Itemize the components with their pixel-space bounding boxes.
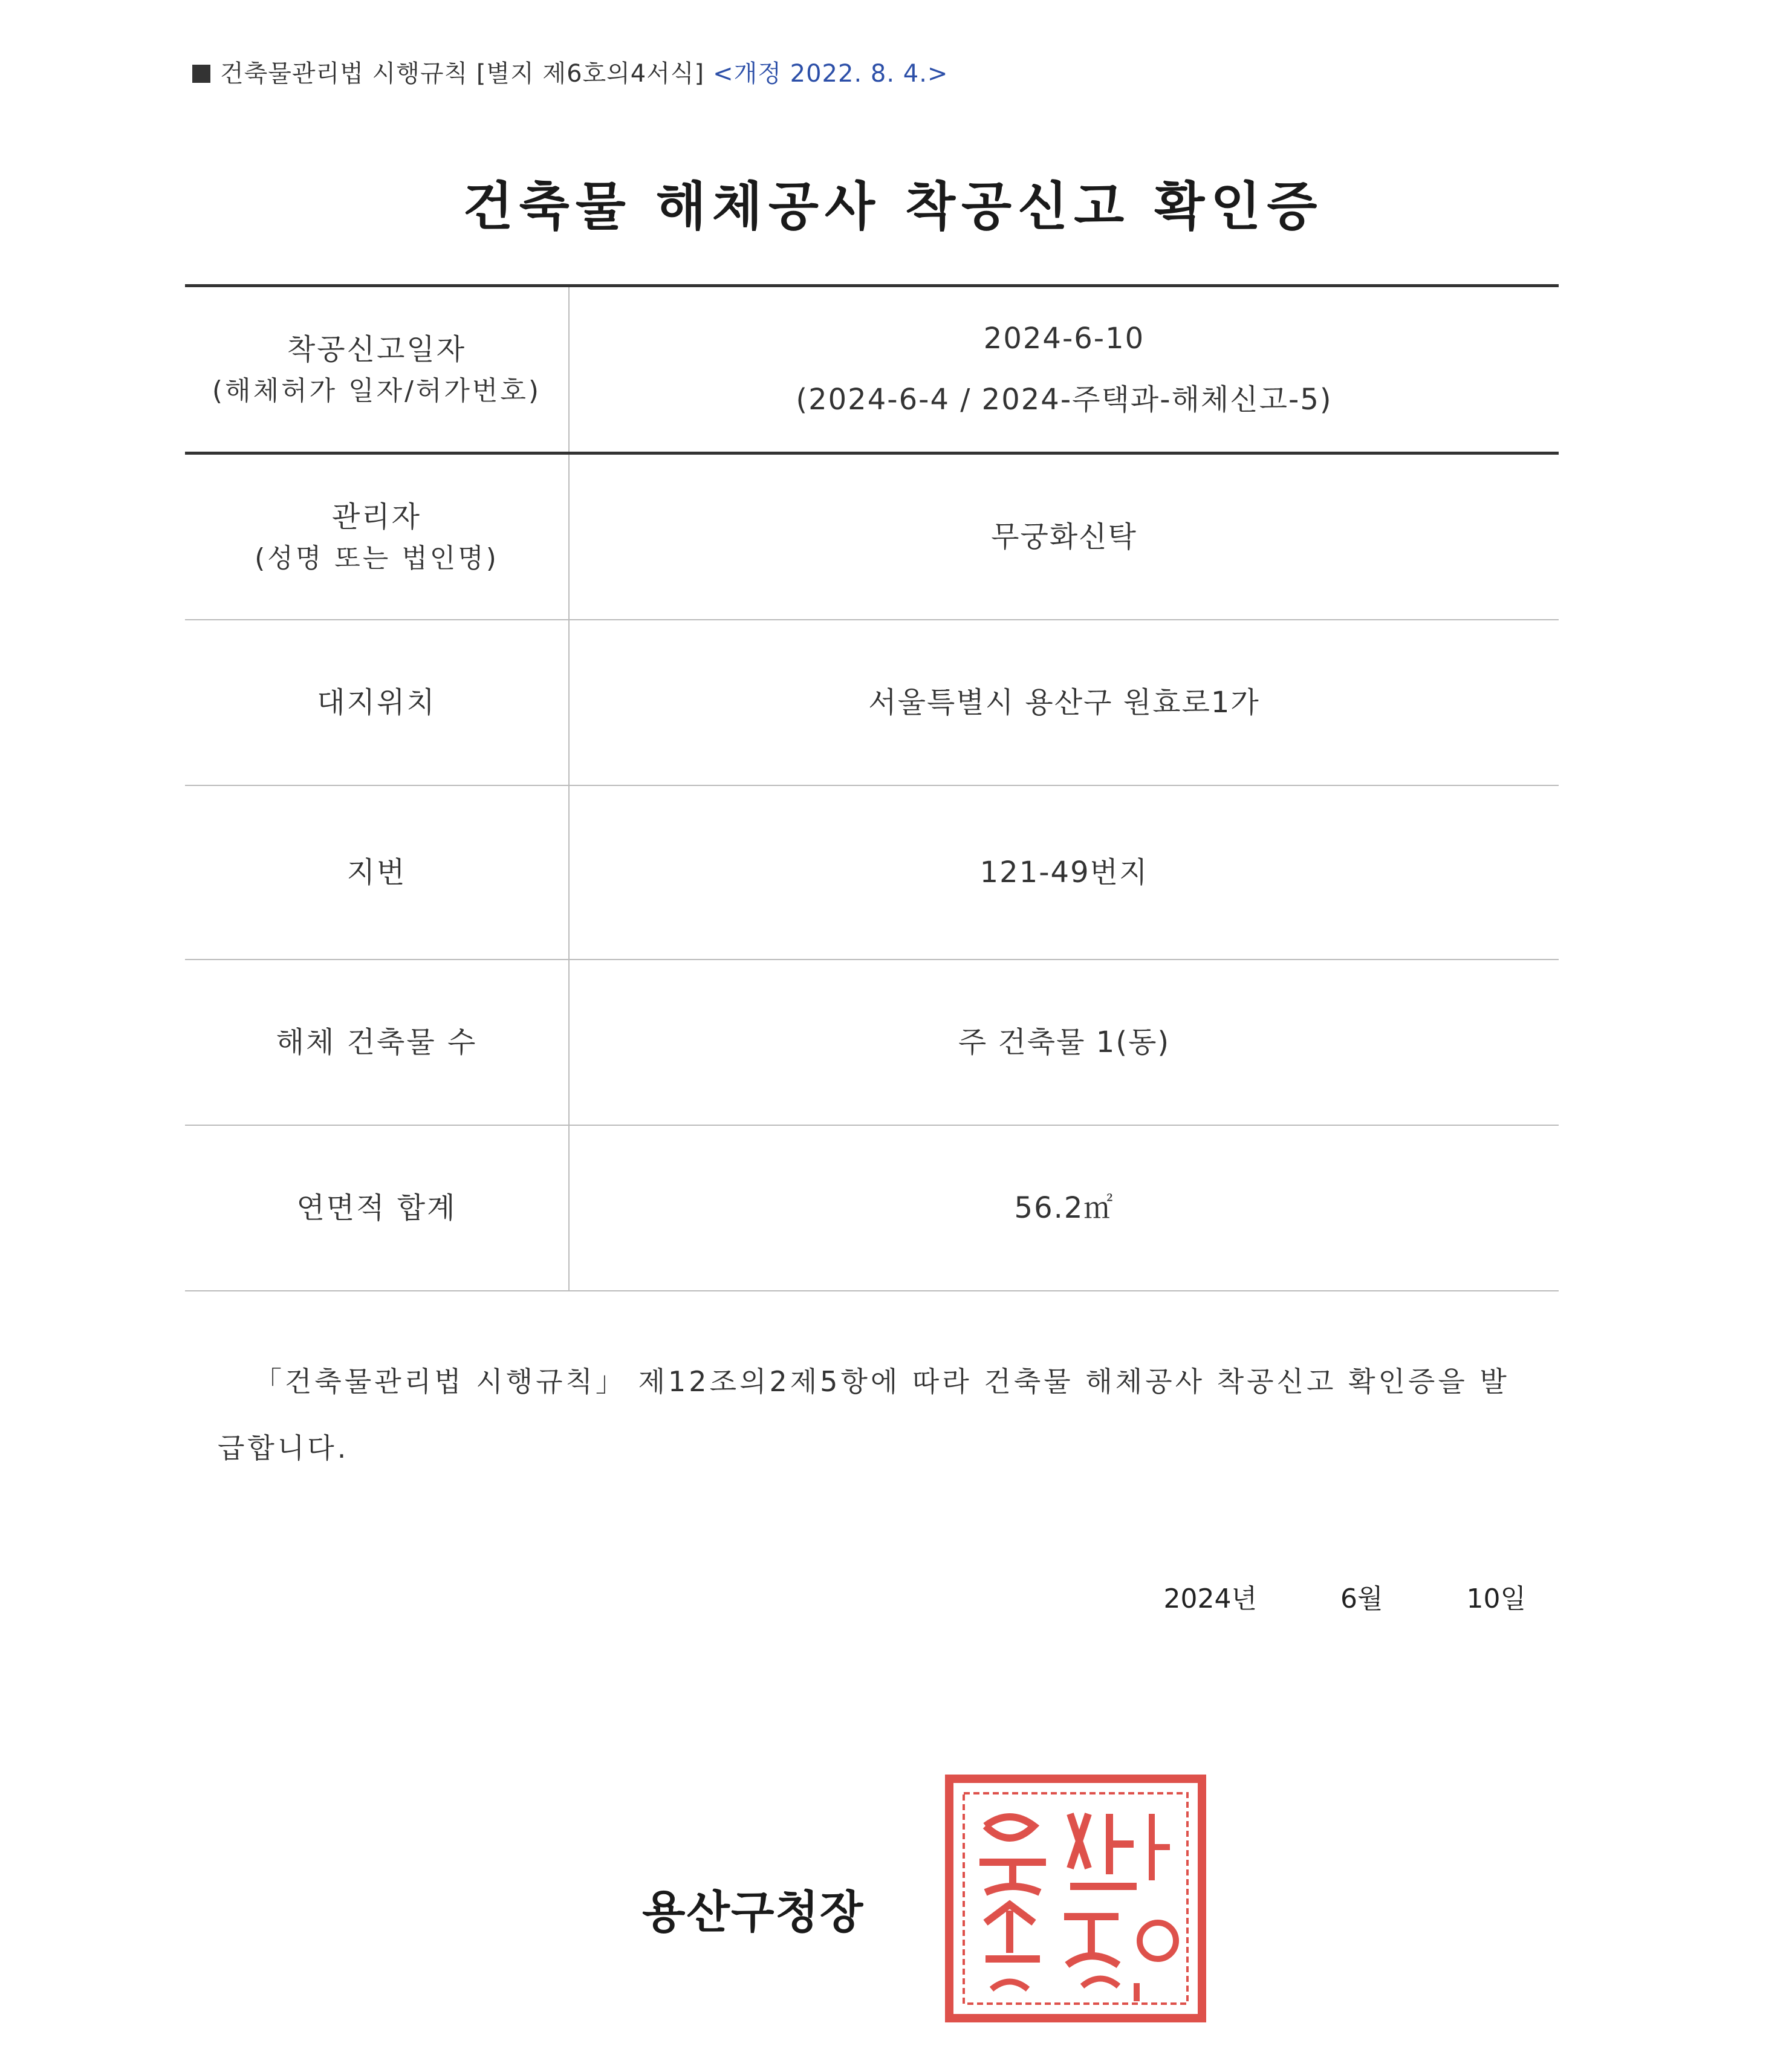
permit-info-value: (2024-6-4 / 2024-주택과-해체신고-5) xyxy=(796,383,1333,417)
row-total-floor-area xyxy=(185,1126,1559,1291)
row-lot-number xyxy=(185,786,1559,960)
total-floor-area-value-cell xyxy=(570,1126,1559,1290)
form-reference-text: 건축물관리법 시행규칙 [별지 제6호의4서식] xyxy=(220,60,705,88)
lot-number-label: 지번 xyxy=(346,856,407,889)
site-location-value-cell xyxy=(570,620,1559,785)
building-count-value: 주 건축물 1(동) xyxy=(958,1025,1171,1059)
lot-number-value-cell xyxy=(570,786,1559,959)
issue-year: 2024년 xyxy=(1163,1583,1257,1614)
building-count-label-cell xyxy=(185,960,570,1125)
start-date-value-cell xyxy=(570,287,1559,452)
site-location-label: 대지위치 xyxy=(317,686,437,719)
official-seal-stamp xyxy=(943,1772,1209,2025)
lot-number-value: 121-49번지 xyxy=(979,855,1149,889)
issue-day: 10일 xyxy=(1466,1583,1526,1614)
row-building-count xyxy=(185,960,1559,1126)
lot-number-label-cell xyxy=(185,786,570,959)
start-date-value: 2024-6-10 xyxy=(983,322,1145,356)
document-title: 건축물 해체공사 착공신고 확인증 xyxy=(463,177,1323,237)
start-date-sublabel: (해체허가 일자/허가번호) xyxy=(212,375,542,406)
start-date-label: 착공신고일자 xyxy=(287,333,467,366)
total-floor-area-label: 연면적 합계 xyxy=(296,1191,457,1225)
square-bullet-icon xyxy=(192,65,210,83)
start-date-label-cell xyxy=(185,287,570,452)
site-location-label-cell xyxy=(185,620,570,785)
issue-month: 6월 xyxy=(1340,1583,1383,1614)
revision-note: <개정 2022. 8. 4.> xyxy=(713,60,949,88)
manager-value: 무궁화신탁 xyxy=(991,519,1137,554)
site-location-value: 서울특별시 용산구 원효로1가 xyxy=(868,685,1260,719)
issuance-basis-text: 「건축물관리법 시행규칙」 제12조의2제5항에 따라 건축물 해체공사 착공신고 확인증을 발급합니다. xyxy=(218,1365,1510,1465)
building-count-value-cell xyxy=(570,960,1559,1125)
row-manager xyxy=(185,455,1559,620)
certificate-table xyxy=(185,284,1559,1291)
manager-label: 관리자 xyxy=(331,500,422,534)
total-floor-area-value: 56.2㎡ xyxy=(1014,1190,1114,1225)
manager-value-cell xyxy=(570,455,1559,619)
building-count-label: 해체 건축물 수 xyxy=(276,1025,478,1059)
total-floor-area-label-cell xyxy=(185,1126,570,1290)
row-site-location xyxy=(185,620,1559,786)
manager-label-cell xyxy=(185,455,570,619)
issuer-name: 용산구청장 xyxy=(642,1886,865,1938)
seal-icon xyxy=(943,1772,1209,2025)
form-reference xyxy=(192,54,948,89)
row-start-date xyxy=(185,287,1559,455)
manager-sublabel: (성명 또는 법인명) xyxy=(255,543,499,574)
issue-date xyxy=(1164,1577,1526,1616)
